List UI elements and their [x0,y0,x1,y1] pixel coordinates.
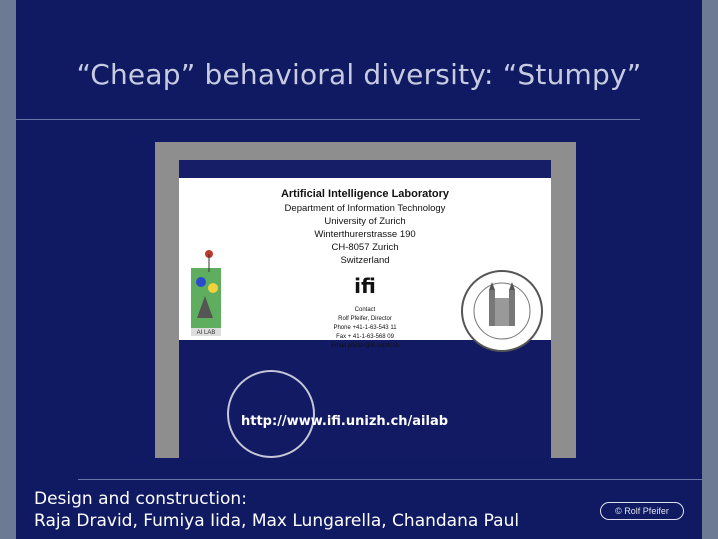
address-line: CH-8057 Zurich [331,242,399,253]
university-seal-icon [459,268,545,354]
credits-names: Raja Dravid, Fumiya Iida, Max Lungarella, Chandana Paul [34,511,520,531]
copyright-badge: © Rolf Pfeifer [600,502,684,520]
lab-title: Artificial Intelligence Laboratory [280,188,450,200]
contact-line: Rolf Pfeifer, Director [338,316,392,322]
top-divider [16,119,640,120]
business-card [179,160,551,458]
address-line: Department of Information Technology [284,203,446,214]
slide-title: “Cheap” behavioral diversity: “Stumpy” [76,58,642,91]
contact-line: Fax + 41-1-63-568 09 [336,334,394,340]
svg-text:AI LAB: AI LAB [196,330,216,336]
bottom-divider [78,479,702,480]
card-top-band [179,160,551,178]
contact-line: Contact [354,307,376,313]
address-line: University of Zurich [324,216,406,227]
ailab-logo-icon [189,248,225,336]
credits-heading: Design and construction: [34,489,247,509]
credits [34,488,519,532]
contact-line: Phone +41-1-63-543 11 [333,325,397,331]
card-url: http://www.ifi.unizh.ch/ailab [241,414,449,429]
contact-line: Email pfeifer@ifi.unizh.ch [331,343,399,349]
address-line: Switzerland [340,255,390,266]
business-card-photo [155,142,576,458]
card-white-area [179,160,551,349]
address-line: Winterthurerstrasse 190 [314,229,416,240]
ifi-logo-text: ifi [354,274,376,298]
slide [16,0,702,539]
